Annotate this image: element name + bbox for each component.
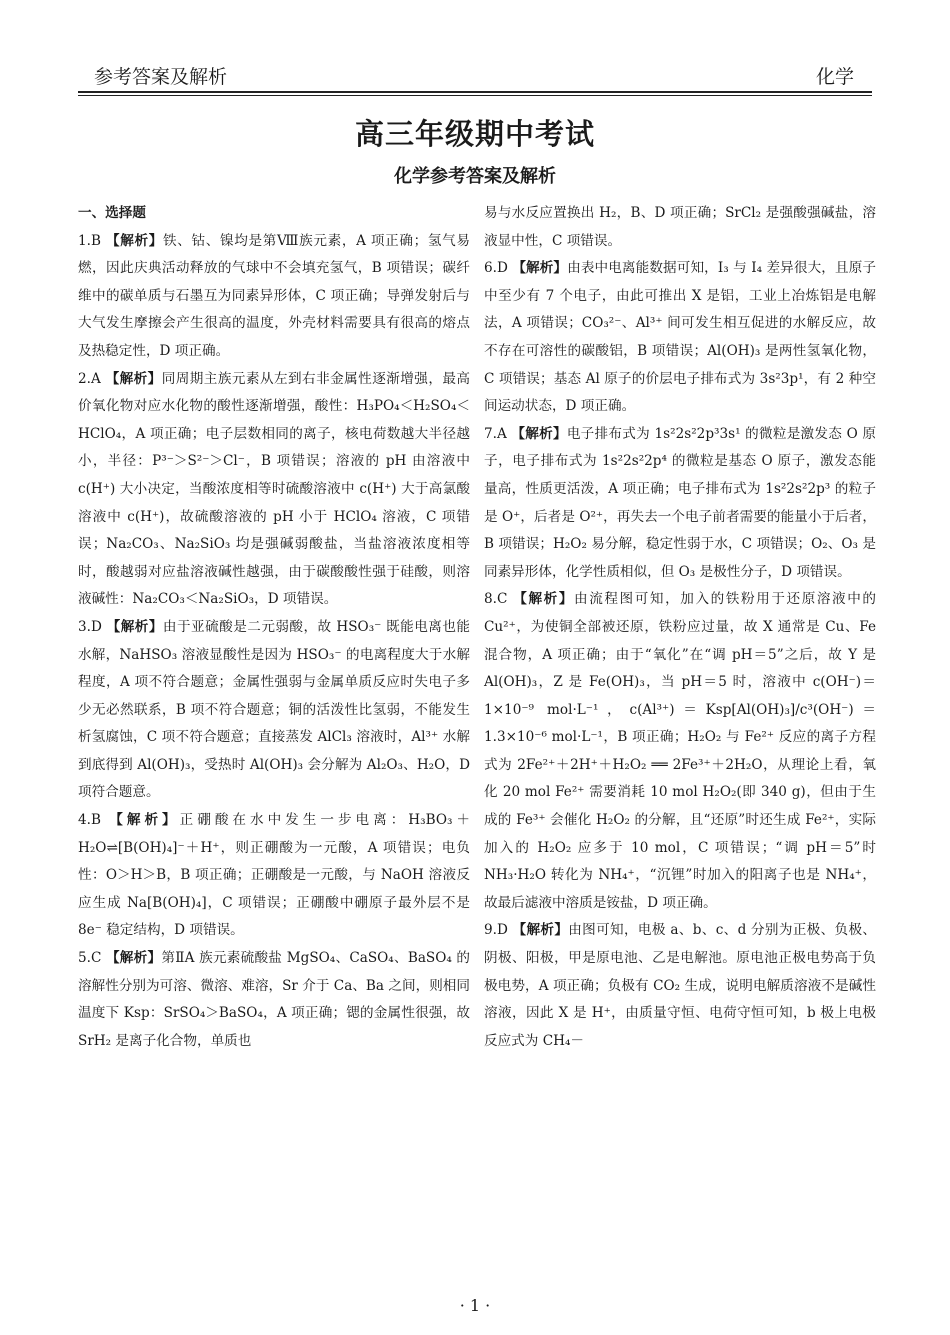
- answer-number: 3.D: [78, 618, 102, 635]
- right-column: [484, 200, 876, 1055]
- section-heading: 一、选择题: [78, 205, 146, 221]
- answer-text: 由图可知，电极 a、b、c、d 分别为正极、负极、阴极、阳极，甲是原电池、乙是电解池。原电池正极电势高于负极电势，A 项正确；负极有 CO₂ 生成，说明电解质溶液不是碱性溶液，因此 X 是 H⁺，由质量守恒、电荷守恒可知，b 极上电极反应式为 CH₄－: [484, 922, 876, 1049]
- answer-item: [78, 366, 470, 614]
- header-subject-label: 化学: [815, 66, 854, 88]
- page-header: [78, 58, 872, 88]
- header-rule: [78, 91, 872, 93]
- header-rule-thin: [78, 95, 872, 96]
- analysis-tag: 【解析】: [106, 618, 163, 635]
- answer-text: 由表中电离能数据可知，I₃ 与 I₄ 差异很大，且原子中至少有 7 个电子，由此可推出 X 是铝，工业上冶炼铝是电解法，A 项错误；CO₃²⁻、Al³⁺ 间可发生相互促进的水解反应，故不存在可溶性的碳酸铝，B 项错误；Al(OH)₃ 是两性氢氧化物，C 项错误；基态 Al 原子的价层电子排布式为 3s²3p¹，有 2 种空间运动状态，D 项正确。: [484, 260, 876, 415]
- analysis-tag: 【解析】: [513, 591, 575, 608]
- answer-item: [484, 421, 876, 587]
- answer-text: 第ⅡA 族元素硫酸盐 MgSO₄、CaSO₄、BaSO₄ 的溶解性分别为可溶、微溶、难溶，Sr 介于 Ca、Ba 之间，则相同温度下 Ksp：SrSO₄＞BaSO₄，A 项正确；锶的金属性很强，故 SrH₂ 是离子化合物，单质也: [78, 950, 471, 1049]
- left-column: [78, 200, 470, 1055]
- analysis-tag: 【解析】: [105, 370, 162, 387]
- answer-number: 5.C: [78, 950, 102, 967]
- answer-item: [78, 614, 470, 807]
- answer-item: [484, 917, 876, 1055]
- page-subtitle: 化学参考答案及解析: [394, 166, 556, 187]
- answer-item: [78, 228, 470, 366]
- analysis-tag: 【解析】: [105, 950, 162, 967]
- answer-number: 1.B: [78, 232, 101, 249]
- answer-text: 正硼酸在水中发生一步电离：H₃BO₃＋H₂O⇌[B(OH)₄]⁻＋H⁺，则正硼酸为一元酸，A 项错误；电负性：O＞H＞B，B 项正确；正硼酸是一元酸，与 NaOH 溶液反应生成 Na[B(OH)₄]，C 项错误；正硼酸中硼原子最外层不是 8e⁻ 稳定结构，D 项错误。: [78, 812, 471, 939]
- answer-number: 6.D: [484, 260, 508, 277]
- answer-text: 易与水反应置换出 H₂，B、D 项正确；SrCl₂ 是强酸强碱盐，溶液显中性，C 项错误。: [484, 205, 876, 249]
- answer-text: 由于亚硫酸是二元弱酸，故 HSO₃⁻ 既能电离也能水解，NaHSO₃ 溶液显酸性是因为 HSO₃⁻ 的电离程度大于水解程度，A 项不符合题意；金属性强弱与金属单质反应时失电子多少无必然联系，B 项不符合题意；铜的活泼性比氢弱，不能发生析氢腐蚀，C 项不符合题意；直接蒸发 AlCl₃ 溶液时，Al³⁺ 水解到底得到 Al(OH)₃，受热时 Al(OH)₃ 会分解为 Al₂O₃、H₂O，D 项符合题意。: [78, 618, 471, 801]
- page-number: · 1 ·: [459, 1296, 491, 1315]
- answer-item: [78, 807, 470, 945]
- answer-text: 同周期主族元素从左到右非金属性逐渐增强，最高价氧化物对应水化物的酸性逐渐增强，酸性：H₃PO₄＜H₂SO₄＜HClO₄，A 项正确；电子层数相同的离子，核电荷数越大半径越小，半径：P³⁻＞S²⁻＞Cl⁻，B 项错误；溶液的 pH 由溶液中 c(H⁺) 大小决定，当酸浓度相等时硫酸溶液中 c(H⁺) 大于高氯酸溶液中 c(H⁺)，故硫酸溶液的 pH 小于 HClO₄ 溶液，C 项错误；Na₂CO₃、Na₂SiO₃ 均是强碱弱酸盐，当盐溶液浓度相等时，酸越弱对应盐溶液碱性越强，由于碳酸酸性强于硅酸，则溶液碱性：Na₂CO₃＜Na₂SiO₃，D 项错误。: [78, 370, 471, 608]
- answer-item: [484, 200, 876, 255]
- answer-number: 4.B: [78, 812, 101, 829]
- header-left-label: 参考答案及解析: [94, 66, 228, 88]
- answer-item: [484, 586, 876, 917]
- answer-number: 2.A: [78, 370, 101, 387]
- analysis-tag: 【解析】: [109, 812, 180, 829]
- answer-number: 7.A: [484, 425, 507, 442]
- analysis-tag: 【解析】: [512, 260, 568, 277]
- analysis-tag: 【解析】: [105, 232, 163, 249]
- page-title: 高三年级期中考试: [354, 117, 595, 151]
- analysis-tag: 【解析】: [511, 425, 567, 442]
- answer-text: 电子排布式为 1s²2s²2p³3s¹ 的微粒是激发态 O 原子，电子排布式为 1s²2s²2p⁴ 的微粒是基态 O 原子，激发态能量高，性质更活泼，A 项正确；电子排布式为 1s²2s²2p³ 的粒子是 O⁺，后者是 O²⁺，再失去一个电子前者需要的能量小于后者，B 项错误；H₂O₂ 易分解，稳定性弱于水，C 项错误；O₂、O₃ 是同素异形体，化学性质相似，但 O₃ 是极性分子，D 项错误。: [484, 425, 877, 580]
- answer-item: [484, 255, 876, 421]
- answer-number: 9.D: [484, 922, 508, 939]
- analysis-tag: 【解析】: [512, 922, 569, 939]
- answer-text: 由流程图可知，加入的铁粉用于还原溶液中的 Cu²⁺，为使铜全部被还原，铁粉应过量，故 X 通常是 Cu、Fe 混合物，A 项正确；由于“氧化”在“调 pH＝5”之后，故 Y 是 Al(OH)₃，Z 是 Fe(OH)₃，当 pH＝5 时，溶液中 c(OH⁻)＝1×10⁻⁹ mol·L⁻¹，c(Al³⁺)＝Ksp[Al(OH)₃]/c³(OH⁻)＝1.3×10⁻⁶ mol·L⁻¹，B 项正确；H₂O₂ 与 Fe²⁺ 反应的离子方程式为 2Fe²⁺＋2H⁺＋H₂O₂ ══ 2Fe³⁺＋2H₂O，从理论上看，氧化 20 mol Fe²⁺ 需要消耗 10 mol H₂O₂(即 340 g)，但由于生成的 Fe³⁺ 会催化 H₂O₂ 的分解，且“还原”时还生成 Fe²⁺，实际加入的 H₂O₂ 应多于 10 mol，C 项错误；“调 pH＝5”时 NH₃·H₂O 转化为 NH₄⁺，“沉锂”时加入的阳离子也是 NH₄⁺，故最后滤液中溶质是铵盐，D 项正确。: [484, 591, 877, 911]
- answer-item: [78, 945, 470, 1055]
- answer-number: 8.C: [484, 591, 508, 608]
- answer-text: 铁、钴、镍均是第Ⅷ族元素，A 项正确；氢气易燃，因此庆典活动释放的气球中不会填充氢气，B 项错误；碳纤维中的碳单质与石墨互为同素异形体，C 项正确；导弹发射后与大气发生摩擦会产生很高的温度，外壳材料需要具有很高的熔点及热稳定性，D 项正确。: [78, 232, 470, 359]
